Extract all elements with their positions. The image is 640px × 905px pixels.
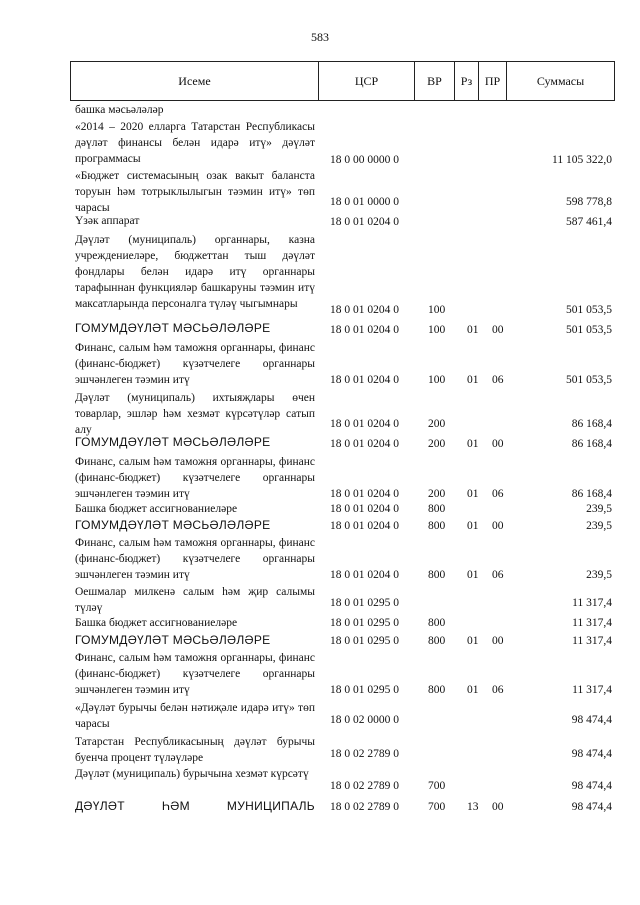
row-vr: 800 xyxy=(428,617,446,629)
row-sum: 98 474,4 xyxy=(571,748,612,760)
table-header xyxy=(70,61,615,101)
table-row xyxy=(0,119,640,168)
row-name: Дәүләт (муниципаль) органнары, казна учреждениеләре, бюджеттан тыш дәүләт фондлары белән идарә итү органнары тарафыннан функцияләр башкаруны тәэмин итү максатларында персоналга түләү чыгымнары xyxy=(75,234,315,310)
row-csr: 18 0 01 0000 0 xyxy=(330,196,399,208)
row-vr: 100 xyxy=(428,304,446,316)
column-header-pr: ПР xyxy=(478,62,506,100)
table-row xyxy=(0,615,640,631)
column-header-csr: ЦСР xyxy=(318,62,414,100)
row-pr: 06 xyxy=(492,684,504,696)
row-name: ГОМУМДӘҮЛӘТ МӘСЬӘЛӘЛӘРЕ xyxy=(75,321,271,335)
row-vr: 200 xyxy=(428,488,446,500)
table-row xyxy=(0,340,640,388)
row-name: Финанс, салым һәм таможня органнары, финанс (финанс-бюджет) күзәтчелеге органнары эшчәнлеген тәэмин итү xyxy=(75,537,315,581)
row-name: Дәүләт (муниципаль) бурычына хезмәт күрсәтү xyxy=(75,768,309,780)
row-csr: 18 0 01 0204 0 xyxy=(330,488,399,500)
row-sum: 11 317,4 xyxy=(572,684,612,696)
row-pr: 00 xyxy=(492,635,504,647)
column-header-sum: Суммасы xyxy=(506,62,614,100)
row-csr: 18 0 01 0295 0 xyxy=(330,684,399,696)
row-rz: 01 xyxy=(467,569,479,581)
row-rz: 13 xyxy=(467,801,479,813)
row-csr: 18 0 01 0295 0 xyxy=(330,617,399,629)
row-name: Оешмалар милкенә салым һәм җир салымы түләү xyxy=(75,586,315,614)
row-name: Дәүләт (муниципаль) ихтыяҗлары өчен товарлар, эшләр һәм хезмәт күрсәтүләр сатып алу xyxy=(75,392,315,436)
row-csr: 18 0 02 2789 0 xyxy=(330,748,399,760)
row-name: Финанс, салым һәм таможня органнары, финанс (финанс-бюджет) күзәтчелеге органнары эшчәнлеген тәэмин итү xyxy=(75,342,315,386)
table-row xyxy=(0,517,640,534)
table-row xyxy=(0,734,640,762)
row-pr: 00 xyxy=(492,520,504,532)
row-csr: 18 0 01 0204 0 xyxy=(330,304,399,316)
row-csr: 18 0 01 0204 0 xyxy=(330,216,399,228)
row-csr: 18 0 01 0204 0 xyxy=(330,569,399,581)
table-row xyxy=(0,390,640,436)
row-sum: 501 053,5 xyxy=(566,304,612,316)
row-sum: 86 168,4 xyxy=(571,418,612,430)
row-rz: 01 xyxy=(467,520,479,532)
table-row xyxy=(0,632,640,649)
column-header-vr: ВР xyxy=(414,62,454,100)
row-pr: 06 xyxy=(492,488,504,500)
row-rz: 01 xyxy=(467,684,479,696)
row-sum: 587 461,4 xyxy=(566,216,612,228)
row-name: Финанс, салым һәм таможня органнары, финанс (финанс-бюджет) күзәтчелеге органнары эшчәнлеген тәэмин итү xyxy=(75,456,315,500)
row-sum: 98 474,4 xyxy=(571,780,612,792)
row-csr: 18 0 01 0204 0 xyxy=(330,324,399,336)
row-sum: 501 053,5 xyxy=(566,374,612,386)
row-vr: 800 xyxy=(428,569,446,581)
row-pr: 00 xyxy=(492,801,504,813)
table-row xyxy=(0,700,640,728)
row-vr: 100 xyxy=(428,324,446,336)
row-sum: 239,5 xyxy=(586,520,612,532)
table-row xyxy=(0,102,640,118)
table-row xyxy=(0,168,640,214)
row-name: Үзәк аппарат xyxy=(75,215,140,227)
table-row xyxy=(0,584,640,614)
row-vr: 800 xyxy=(428,684,446,696)
row-sum: 98 474,4 xyxy=(571,801,612,813)
row-vr: 800 xyxy=(428,635,446,647)
table-row xyxy=(0,232,640,318)
row-sum: 239,5 xyxy=(586,503,612,515)
row-sum: 11 317,4 xyxy=(572,597,612,609)
row-csr: 18 0 01 0295 0 xyxy=(330,635,399,647)
row-sum: 86 168,4 xyxy=(571,488,612,500)
column-header-rz: Рз xyxy=(454,62,478,100)
row-name: ГОМУМДӘҮЛӘТ МӘСЬӘЛӘЛӘРЕ xyxy=(75,518,271,532)
table-row xyxy=(0,434,640,452)
row-vr: 700 xyxy=(428,780,446,792)
table-row xyxy=(0,454,640,502)
row-name: башка мәсьәләләр xyxy=(75,104,164,116)
table-row xyxy=(0,798,640,815)
row-pr: 06 xyxy=(492,569,504,581)
row-csr: 18 0 01 0204 0 xyxy=(330,374,399,386)
row-csr: 18 0 00 0000 0 xyxy=(330,154,399,166)
row-sum: 239,5 xyxy=(586,569,612,581)
row-rz: 01 xyxy=(467,374,479,386)
row-sum: 11 317,4 xyxy=(572,635,612,647)
table-row xyxy=(0,501,640,517)
table-row xyxy=(0,650,640,698)
row-name: Татарстан Республикасының дәүләт бурычы буенча процент түләүләре xyxy=(75,736,315,764)
row-csr: 18 0 02 2789 0 xyxy=(330,780,399,792)
row-sum: 86 168,4 xyxy=(571,438,612,450)
row-vr: 700 xyxy=(428,801,446,813)
row-csr: 18 0 02 0000 0 xyxy=(330,714,399,726)
row-rz: 01 xyxy=(467,324,479,336)
row-vr: 100 xyxy=(428,374,446,386)
row-name: «2014 – 2020 елларга Татарстан Республикасы дәүләт финансы белән идарә итү» дәүләт программасы xyxy=(75,121,315,165)
row-rz: 01 xyxy=(467,488,479,500)
row-name: Башка бюджет ассигнованиеләре xyxy=(75,503,238,515)
row-name: «Бюджет системасының озак вакыт баланста торуын һәм тотрыклылыгын тәэмин итү» төп чарасы xyxy=(75,170,315,214)
row-name: ГОМУМДӘҮЛӘТ МӘСЬӘЛӘЛӘРЕ xyxy=(75,633,271,647)
row-csr: 18 0 01 0204 0 xyxy=(330,438,399,450)
table-row xyxy=(0,213,640,230)
row-pr: 06 xyxy=(492,374,504,386)
row-pr: 00 xyxy=(492,438,504,450)
row-csr: 18 0 01 0204 0 xyxy=(330,418,399,430)
table-row xyxy=(0,320,640,338)
row-vr: 200 xyxy=(428,438,446,450)
row-rz: 01 xyxy=(467,438,479,450)
row-name: Башка бюджет ассигнованиеләре xyxy=(75,617,238,629)
column-header-name: Исеме xyxy=(178,73,211,88)
table-row xyxy=(0,766,640,794)
row-name: ГОМУМДӘҮЛӘТ МӘСЬӘЛӘЛӘРЕ xyxy=(75,435,271,449)
row-csr: 18 0 01 0295 0 xyxy=(330,597,399,609)
row-sum: 98 474,4 xyxy=(571,714,612,726)
row-csr: 18 0 01 0204 0 xyxy=(330,503,399,515)
row-vr: 800 xyxy=(428,520,446,532)
row-rz: 01 xyxy=(467,635,479,647)
row-name: Финанс, салым һәм таможня органнары, финанс (финанс-бюджет) күзәтчелеге органнары эшчәнлеген тәэмин итү xyxy=(75,652,315,696)
row-sum: 501 053,5 xyxy=(566,324,612,336)
row-sum: 598 778,8 xyxy=(566,196,612,208)
row-sum: 11 317,4 xyxy=(572,617,612,629)
row-name: «Дәүләт бурычы белән нәтиҗәле идарә итү» төп чарасы xyxy=(75,702,315,730)
row-csr: 18 0 02 2789 0 xyxy=(330,801,399,813)
table-row xyxy=(0,535,640,583)
page-number: 583 xyxy=(311,30,329,44)
row-csr: 18 0 01 0204 0 xyxy=(330,520,399,532)
row-name: ДӘҮЛӘТ ҺӘМ МУНИЦИПАЛЬ xyxy=(75,799,315,813)
row-vr: 200 xyxy=(428,418,446,430)
row-vr: 800 xyxy=(428,503,446,515)
row-sum: 11 105 322,0 xyxy=(552,154,612,166)
row-pr: 00 xyxy=(492,324,504,336)
